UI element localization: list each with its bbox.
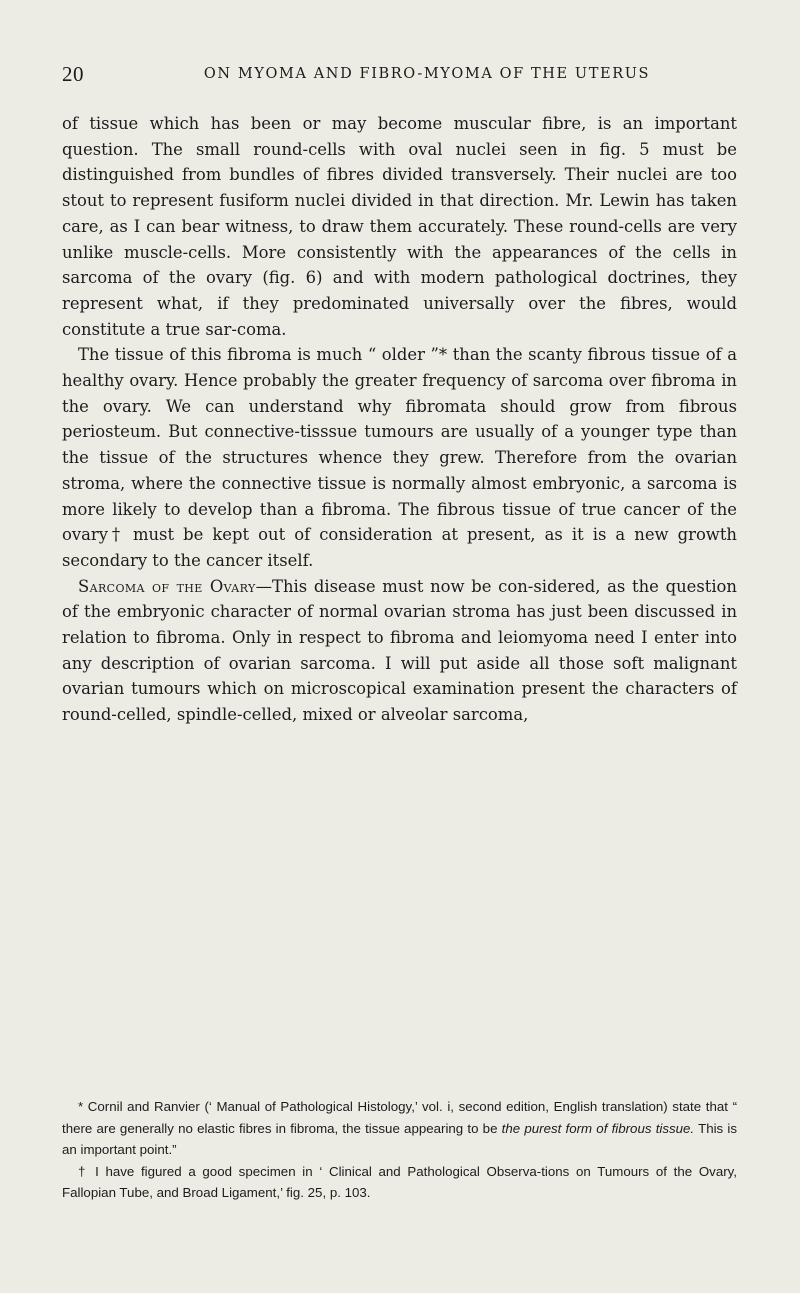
paragraph-3 bbox=[62, 574, 737, 728]
paragraph-1: of tissue which has been or may become muscular fibre, is an important question. The small round-cells with oval nuclei seen in fig. 5 must be distinguished from bundles of fibres divided transversely. Their nuclei are too stout to represent fusiform nuclei divided in that direction. Mr. Lewin has taken care, as I can bear witness, to draw them accurately. These round-cells are very unlike muscle-cells. More consistently with the appearances of the cells in sarcoma of the ovary (fig. 6) and with modern pathological doctrines, they represent what, if they predominated universally over the fibres, would constitute a true sar-coma. bbox=[62, 114, 737, 339]
page-number: 20 bbox=[62, 62, 84, 86]
body-text bbox=[62, 111, 737, 728]
section-heading-sarcoma-of-the-ovary: Sarcoma of the Ovary bbox=[78, 576, 256, 596]
paragraph-2: The tissue of this fibroma is much “ older ”* than the scanty fibrous tissue of a healthy ovary. Hence probably the greater frequency of sarcoma over fibroma in the ovary. We can understand why fibromata should grow from fibrous periosteum. But connective-tisssue tumours are usually of a younger type than the tissue of the structures whence they grew. Therefore from the ovarian stroma, where the connective tissue is normally almost embryonic, a sarcoma is more likely to develop than a fibroma. The fibrous tissue of true cancer of the ovary† must be kept out of consideration at present, as it is a new growth secondary to the cancer itself. bbox=[62, 345, 737, 570]
footnote-2: † I have figured a good specimen in ‘ Clinical and Pathological Observa-tions on Tumours of the Ovary, Fallopian Tube, and Broad Ligament,’ fig. 25, p. 103. bbox=[62, 1163, 737, 1201]
footnote-1-italic-quote: the purest form of fibrous tissue. bbox=[501, 1120, 695, 1136]
footnote-1-text-end: This is an important point.” bbox=[62, 1120, 738, 1158]
paragraph-3-text: —This disease must now be con-sidered, as the question of the embryonic character of normal ovarian stroma has just been discussed in relation to fibroma. Only in respect to fibroma and leiomyoma need I enter into any description of ovarian sarcoma. I will put aside all those soft malignant ovarian tumours which on microscopical examination present the characters of round-celled, spindle-celled, mixed or alveolar sarcoma, bbox=[62, 576, 737, 725]
page-header bbox=[62, 62, 762, 90]
running-head: ON MYOMA AND FIBRO-MYOMA OF THE UTERUS bbox=[203, 66, 651, 82]
footnote-1 bbox=[62, 1096, 737, 1161]
footnotes bbox=[62, 1096, 737, 1204]
footnote-1-text-start: * Cornil and Ranvier (‘ Manual of Pathological Histology,’ vol. i, second edition, English translation) state that “ there are generally no elastic fibres in fibroma, the tissue appearing to be bbox=[62, 1099, 737, 1136]
